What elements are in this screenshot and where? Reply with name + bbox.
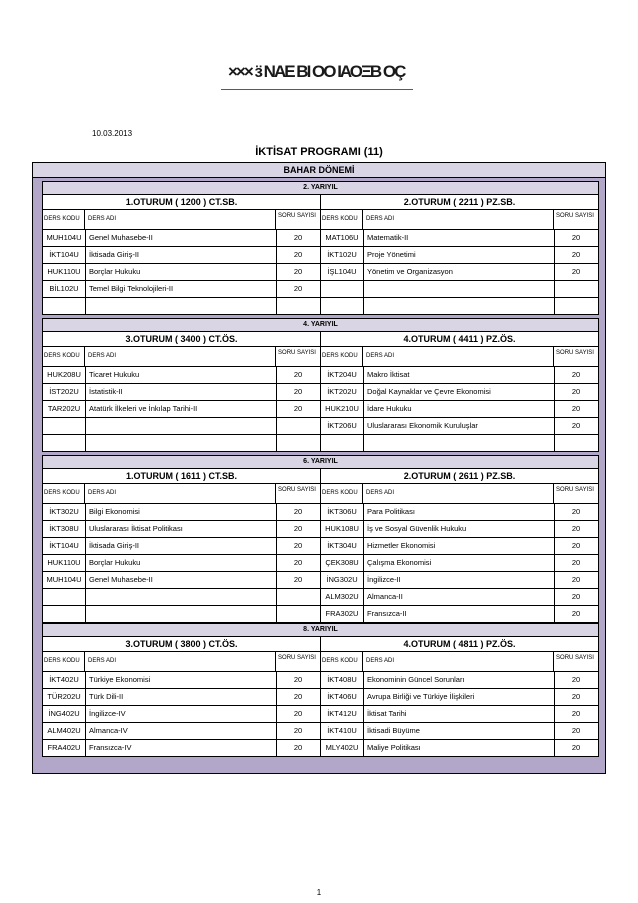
column-header-code: DERS KODU: [321, 484, 363, 503]
course-code: HUK210U: [321, 401, 364, 417]
table-row: [321, 435, 598, 451]
table-row: [321, 281, 598, 298]
course-name: Uluslararası Ekonomik Kuruluşlar: [364, 418, 555, 434]
course-code: HUK110U: [43, 555, 86, 571]
table-row: [321, 672, 598, 689]
course-name: Avrupa Birliği ve Türkiye İlişkileri: [364, 689, 555, 705]
course-name: [86, 589, 277, 605]
table-row: [321, 589, 598, 606]
course-code: İKT302U: [43, 504, 86, 520]
document-date: 10.03.2013: [92, 129, 133, 138]
course-name: Genel Muhasebe-II: [86, 572, 277, 588]
column-header-code: DERS KODU: [321, 347, 363, 366]
column-header-name: DERS ADI: [85, 210, 276, 229]
column-header-name: DERS ADI: [363, 210, 554, 229]
session-title: 2.OTURUM ( 2611 ) PZ.SB.: [321, 469, 598, 484]
table-row: [43, 589, 320, 606]
course-name: İngilizce-IV: [86, 706, 277, 722]
question-count: [277, 589, 319, 605]
question-count: 20: [571, 267, 581, 276]
question-count: [555, 435, 597, 451]
year-label: 8. YARIYIL: [43, 624, 598, 637]
question-count: 20: [571, 233, 581, 242]
year-block: [42, 623, 599, 757]
table-row: [43, 418, 320, 435]
question-count: 20: [571, 726, 581, 735]
question-count: 20: [571, 709, 581, 718]
year-label: 4. YARIYIL: [43, 319, 598, 332]
table-row: [321, 247, 598, 264]
session-table: [320, 637, 598, 756]
course-name: Para Politikası: [364, 504, 555, 520]
course-name: Doğal Kaynaklar ve Çevre Ekonomisi: [364, 384, 555, 400]
course-name: İktisat Tarihi: [364, 706, 555, 722]
session-title: 3.OTURUM ( 3400 ) CT.ÖS.: [43, 332, 320, 347]
question-count: 20: [293, 524, 303, 533]
column-header-row: [321, 210, 598, 230]
course-code: İKT308U: [43, 521, 86, 537]
course-code: İKT410U: [321, 723, 364, 739]
course-name: [86, 418, 277, 434]
question-count: 20: [293, 387, 303, 396]
table-row: [321, 230, 598, 247]
course-name: İktisadi Büyüme: [364, 723, 555, 739]
session-title: 2.OTURUM ( 2211 ) PZ.SB.: [321, 195, 598, 210]
table-row: [43, 401, 320, 418]
column-header-row: [43, 347, 320, 367]
question-count: 20: [571, 609, 581, 618]
question-count: 20: [571, 404, 581, 413]
question-count: 20: [571, 575, 581, 584]
question-count: 20: [571, 743, 581, 752]
column-header-count: SORU SAYISI: [556, 350, 594, 356]
course-code: [43, 435, 86, 451]
column-header-name: DERS ADI: [85, 347, 276, 366]
question-count: [277, 435, 319, 451]
course-code: İKT306U: [321, 504, 364, 520]
year-block: [42, 455, 599, 623]
course-name: [86, 435, 277, 451]
course-code: İKT304U: [321, 538, 364, 554]
year-block: [42, 181, 599, 315]
question-count: 20: [293, 675, 303, 684]
course-name: İktisada Giriş-II: [86, 247, 277, 263]
course-code: MLY402U: [321, 740, 364, 756]
session-table: [43, 469, 320, 622]
table-row: [43, 538, 320, 555]
schedule-frame: [32, 162, 606, 774]
course-code: İKT104U: [43, 538, 86, 554]
question-count: 20: [293, 709, 303, 718]
course-code: ALM302U: [321, 589, 364, 605]
question-count: 20: [571, 507, 581, 516]
column-header-row: [321, 652, 598, 672]
table-row: [43, 367, 320, 384]
question-count: 20: [293, 250, 303, 259]
column-header-name: DERS ADI: [363, 484, 554, 503]
question-count: [277, 298, 319, 314]
course-name: Ticaret Hukuku: [86, 367, 277, 383]
course-name: Borçlar Hukuku: [86, 264, 277, 280]
question-count: 20: [571, 675, 581, 684]
course-code: İKT202U: [321, 384, 364, 400]
column-header-count: SORU SAYISI: [556, 487, 594, 493]
question-count: 20: [293, 726, 303, 735]
question-count: [277, 418, 319, 434]
table-row: [43, 384, 320, 401]
course-name: Hizmetler Ekonomisi: [364, 538, 555, 554]
course-code: [321, 281, 364, 297]
question-count: 20: [293, 267, 303, 276]
course-code: İNG302U: [321, 572, 364, 588]
question-count: 20: [571, 558, 581, 567]
table-row: [43, 606, 320, 622]
table-row: [43, 521, 320, 538]
table-row: [43, 723, 320, 740]
question-count: [277, 606, 319, 622]
course-name: Fransızca-IV: [86, 740, 277, 756]
course-name: Türk Dili-II: [86, 689, 277, 705]
question-count: 20: [571, 692, 581, 701]
course-name: Atatürk İlkeleri ve İnkılap Tarihi-II: [86, 401, 277, 417]
course-name: [364, 435, 555, 451]
session-table: [43, 637, 320, 756]
course-name: İş ve Sosyal Güvenlik Hukuku: [364, 521, 555, 537]
course-code: İKT206U: [321, 418, 364, 434]
table-row: [321, 521, 598, 538]
course-name: Genel Muhasebe-II: [86, 230, 277, 246]
table-row: [321, 689, 598, 706]
table-row: [321, 740, 598, 756]
session-table: [43, 332, 320, 451]
course-code: İST202U: [43, 384, 86, 400]
table-row: [321, 367, 598, 384]
table-row: [321, 384, 598, 401]
table-row: [321, 264, 598, 281]
course-code: HUK208U: [43, 367, 86, 383]
session-title: 3.OTURUM ( 3800 ) CT.ÖS.: [43, 637, 320, 652]
question-count: 20: [571, 387, 581, 396]
table-row: [43, 504, 320, 521]
course-code: İŞL104U: [321, 264, 364, 280]
question-count: 20: [293, 507, 303, 516]
course-code: HUK108U: [321, 521, 364, 537]
course-code: MUH104U: [43, 230, 86, 246]
year-block: [42, 318, 599, 452]
question-count: 20: [571, 524, 581, 533]
course-name: Borçlar Hukuku: [86, 555, 277, 571]
table-row: [321, 538, 598, 555]
course-name: Türkiye Ekonomisi: [86, 672, 277, 688]
course-code: İKT402U: [43, 672, 86, 688]
course-code: HUK110U: [43, 264, 86, 280]
table-row: [43, 230, 320, 247]
course-code: İKT104U: [43, 247, 86, 263]
question-count: 20: [571, 541, 581, 550]
session-title: 1.OTURUM ( 1611 ) CT.SB.: [43, 469, 320, 484]
table-row: [43, 706, 320, 723]
course-name: İngilizce-II: [364, 572, 555, 588]
question-count: 20: [293, 575, 303, 584]
course-name: Ekonominin Güncel Sorunları: [364, 672, 555, 688]
course-code: [43, 418, 86, 434]
page-number: 1: [316, 888, 322, 897]
course-name: Proje Yönetimi: [364, 247, 555, 263]
table-row: [321, 572, 598, 589]
course-code: İKT204U: [321, 367, 364, 383]
session-title: 4.OTURUM ( 4411 ) PZ.ÖS.: [321, 332, 598, 347]
question-count: 20: [571, 250, 581, 259]
table-row: [43, 555, 320, 572]
heading-underline: [221, 89, 413, 90]
course-code: MUH104U: [43, 572, 86, 588]
course-code: İKT102U: [321, 247, 364, 263]
session-table: [320, 469, 598, 622]
column-header-name: DERS ADI: [363, 652, 554, 671]
column-header-code: DERS KODU: [321, 652, 363, 671]
course-code: İKT412U: [321, 706, 364, 722]
column-header-count: SORU SAYISI: [278, 487, 316, 493]
course-code: FRA302U: [321, 606, 364, 622]
column-header-row: [43, 484, 320, 504]
table-row: [43, 264, 320, 281]
question-count: 20: [293, 692, 303, 701]
session-table: [43, 195, 320, 314]
table-row: [321, 555, 598, 572]
table-row: [321, 723, 598, 740]
course-name: [364, 298, 555, 314]
column-header-row: [321, 347, 598, 367]
course-name: Fransızca-II: [364, 606, 555, 622]
table-row: [43, 281, 320, 298]
course-code: ALM402U: [43, 723, 86, 739]
course-code: MAT106U: [321, 230, 364, 246]
table-row: [321, 606, 598, 622]
course-code: [43, 589, 86, 605]
table-row: [43, 740, 320, 756]
course-code: TÜR202U: [43, 689, 86, 705]
course-name: Matematik-II: [364, 230, 555, 246]
course-name: İstatistik-II: [86, 384, 277, 400]
column-header-count: SORU SAYISI: [278, 350, 316, 356]
course-name: Bilgi Ekonomisi: [86, 504, 277, 520]
course-name: İktisada Giriş-II: [86, 538, 277, 554]
session-title: 1.OTURUM ( 1200 ) CT.SB.: [43, 195, 320, 210]
question-count: 20: [293, 541, 303, 550]
question-count: 20: [293, 370, 303, 379]
course-code: FRA402U: [43, 740, 86, 756]
document-heading: ××× ӟ ΝΑΕ ΒΙ ΟΟ ΙΑΟΞΒ ΟÇ: [228, 62, 405, 81]
column-header-row: [43, 652, 320, 672]
course-name: [364, 281, 555, 297]
session-table: [320, 332, 598, 451]
table-row: [321, 298, 598, 314]
table-row: [43, 572, 320, 589]
table-row: [43, 672, 320, 689]
course-name: Yönetim ve Organizasyon: [364, 264, 555, 280]
column-header-code: DERS KODU: [321, 210, 363, 229]
table-row: [43, 435, 320, 451]
column-header-code: DERS KODU: [43, 347, 85, 366]
column-header-count: SORU SAYISI: [556, 213, 594, 219]
program-title: İKTİSAT PROGRAMI (11): [255, 146, 383, 158]
session-title: 4.OTURUM ( 4811 ) PZ.ÖS.: [321, 637, 598, 652]
course-code: İKT406U: [321, 689, 364, 705]
table-row: [321, 418, 598, 435]
question-count: [555, 281, 597, 297]
column-header-count: SORU SAYISI: [556, 655, 594, 661]
question-count: 20: [293, 558, 303, 567]
question-count: 20: [293, 233, 303, 242]
course-code: TAR202U: [43, 401, 86, 417]
course-name: Çalışma Ekonomisi: [364, 555, 555, 571]
course-code: ÇEK308U: [321, 555, 364, 571]
column-header-row: [321, 484, 598, 504]
course-name: [86, 298, 277, 314]
table-row: [43, 689, 320, 706]
course-code: [43, 606, 86, 622]
course-name: Almanca-IV: [86, 723, 277, 739]
question-count: [555, 298, 597, 314]
course-code: BİL102U: [43, 281, 86, 297]
column-header-code: DERS KODU: [43, 210, 85, 229]
course-name: [86, 606, 277, 622]
course-name: Almanca-II: [364, 589, 555, 605]
course-name: İdare Hukuku: [364, 401, 555, 417]
column-header-count: SORU SAYISI: [278, 213, 316, 219]
course-name: Temel Bilgi Teknolojileri-II: [86, 281, 277, 297]
question-count: 20: [293, 743, 303, 752]
session-table: [320, 195, 598, 314]
course-code: İKT408U: [321, 672, 364, 688]
course-name: Uluslararası İktisat Politikası: [86, 521, 277, 537]
column-header-row: [43, 210, 320, 230]
table-row: [321, 504, 598, 521]
question-count: 20: [571, 592, 581, 601]
table-row: [43, 247, 320, 264]
question-count: 20: [293, 404, 303, 413]
year-label: 2. YARIYIL: [43, 182, 598, 195]
course-name: Makro İktisat: [364, 367, 555, 383]
column-header-name: DERS ADI: [85, 484, 276, 503]
course-name: Maliye Politikası: [364, 740, 555, 756]
course-code: İNG402U: [43, 706, 86, 722]
term-header: BAHAR DÖNEMİ: [33, 163, 605, 178]
table-row: [321, 401, 598, 418]
question-count: 20: [571, 370, 581, 379]
question-count: 20: [293, 284, 303, 293]
table-row: [43, 298, 320, 314]
column-header-code: DERS KODU: [43, 652, 85, 671]
question-count: 20: [571, 421, 581, 430]
table-row: [321, 706, 598, 723]
column-header-count: SORU SAYISI: [278, 655, 316, 661]
column-header-code: DERS KODU: [43, 484, 85, 503]
column-header-name: DERS ADI: [85, 652, 276, 671]
course-code: [43, 298, 86, 314]
course-code: [321, 435, 364, 451]
year-label: 6. YARIYIL: [43, 456, 598, 469]
course-code: [321, 298, 364, 314]
column-header-name: DERS ADI: [363, 347, 554, 366]
